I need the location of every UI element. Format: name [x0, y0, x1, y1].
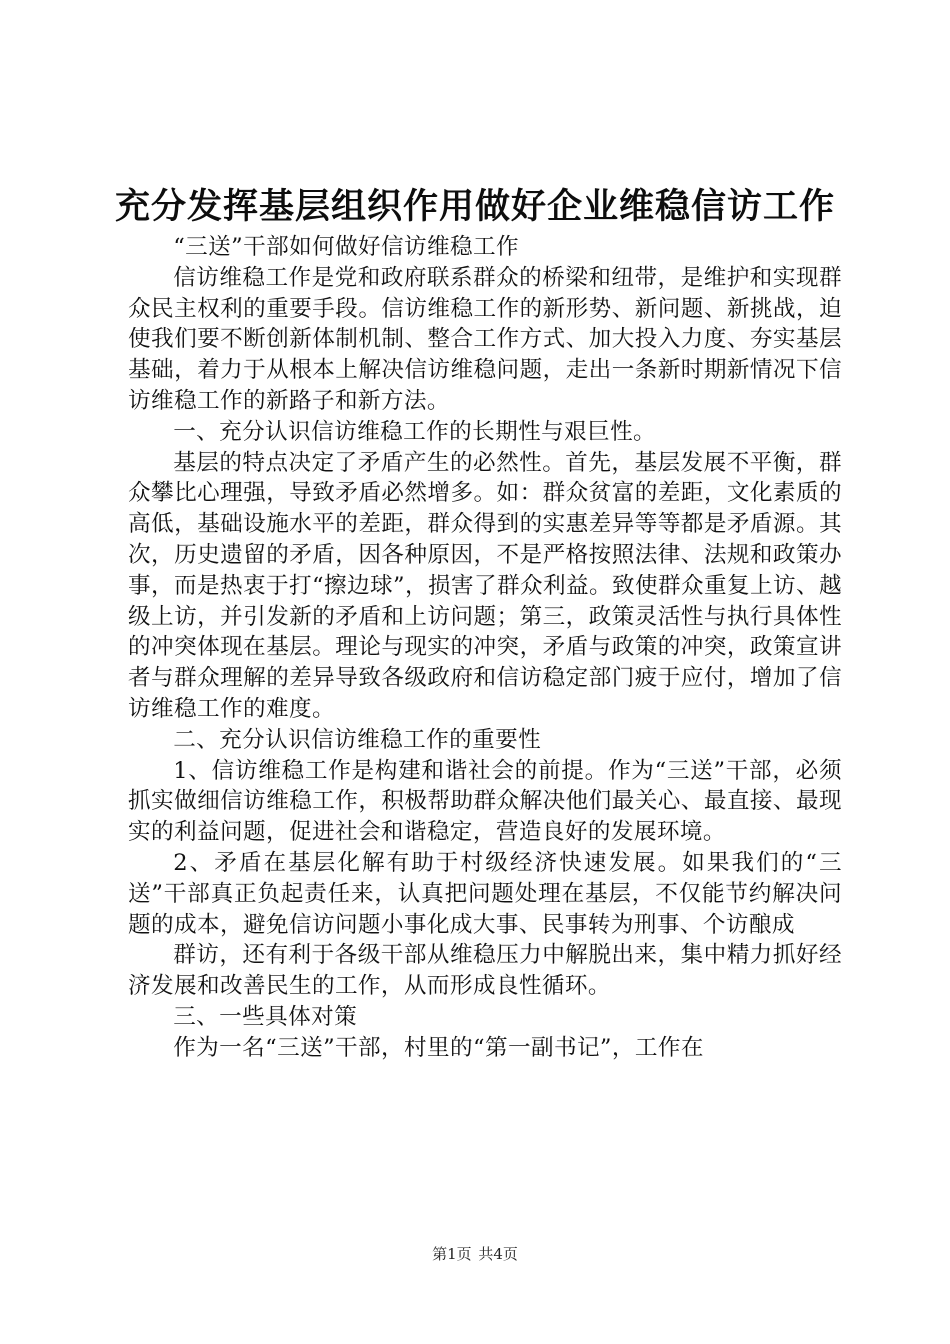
section-heading-3: 三、一些具体对策: [173, 1003, 358, 1030]
section-2-point-2-continued: 群访，还有利于各级干部从维稳压力中解脱出来，集中精力抓好经济发展和改善民生的工作，从而形成良性循环。: [128, 942, 842, 1000]
document-body: [128, 232, 842, 1064]
section-2-point-2: 2、矛盾在基层化解有助于村级经济快速发展。如果我们的“三送”干部真正负起责任来，认真把问题处理在基层，不仅能节约解决问题的成本，避免信访问题小事化成大事、民事转为刑事、个访酿成: [128, 849, 842, 938]
intro-paragraph: 信访维稳工作是党和政府联系群众的桥梁和纽带，是维护和实现群众民主权利的重要手段。信访维稳工作的新形势、新问题、新挑战，迫使我们要不断创新体制机制、整合工作方式、加大投入力度、夯实基层基础，着力于从根本上解决信访维稳问题，走出一条新时期新情况下信访维稳工作的新路子和新方法。: [128, 264, 842, 414]
page-number: 第1页: [432, 1245, 472, 1263]
page-footer: [0, 1243, 950, 1265]
subtitle-paragraph: “三送”干部如何做好信访维稳工作: [173, 234, 520, 260]
document-title: 充分发挥基层组织作用做好企业维稳信访工作: [114, 187, 835, 227]
section-2-point-1: 1、信访维稳工作是构建和谐社会的前提。作为“三送”干部，必须抓实做细信访维稳工作，积极帮助群众解决他们最关心、最直接、最现实的利益问题，促进社会和谐稳定，营造良好的发展环境。: [128, 757, 842, 846]
section-1-paragraph: 基层的特点决定了矛盾产生的必然性。首先，基层发展不平衡，群众攀比心理强，导致矛盾必然增多。如：群众贫富的差距，文化素质的高低，基础设施水平的差距，群众得到的实惠差异等等都是矛盾源。其次，历史遗留的矛盾，因各种原因，不是严格按照法律、法规和政策办事，而是热衷于打“擦边球”，损害了群众利益。致使群众重复上访、越级上访，并引发新的矛盾和上访问题；第三，政策灵活性与执行具体性的冲突体现在基层。理论与现实的冲突，矛盾与政策的冲突，政策宣讲者与群众理解的差异导致各级政府和信访稳定部门疲于应付，增加了信访维稳工作的难度。: [128, 449, 842, 722]
section-heading-2: 二、充分认识信访维稳工作的重要性: [173, 726, 542, 753]
section-3-paragraph: 作为一名“三送”干部，村里的“第一副书记”，工作在: [173, 1034, 704, 1061]
page-total: 共4页: [478, 1245, 518, 1263]
section-heading-1: 一、充分认识信访维稳工作的长期性与艰巨性。: [173, 418, 657, 445]
